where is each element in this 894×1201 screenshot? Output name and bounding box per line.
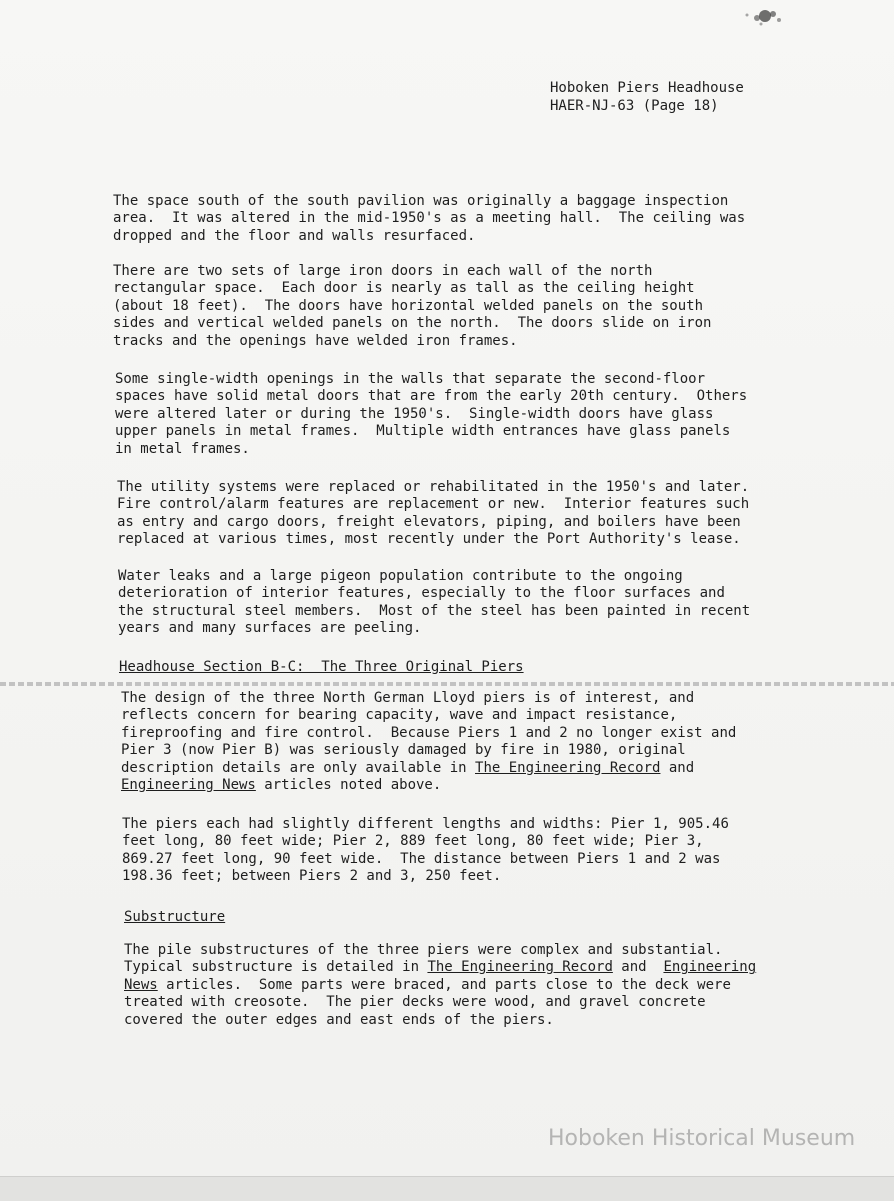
paragraph-water-leaks [118,568,798,638]
text-line: Pier 3 (now Pier B) was seriously damaged by fire in 1980, original [121,742,686,759]
paper-fold-line [0,682,894,686]
text-line: were altered later or during the 1950's. Single-width doors have glass [115,405,714,422]
text-line: replaced at various times, most recently under the Port Authority's lease. [117,531,741,548]
scan-bottom-edge [0,1176,894,1201]
text-line: reflects concern for bearing capacity, wave and impact resistance, [121,707,678,724]
text-line: deterioration of interior features, especially to the floor surfaces and [118,585,725,602]
text-line: feet long, 80 feet wide; Pier 2, 889 feet long, 80 feet wide; Pier 3, [122,833,704,850]
text-line: the structural steel members. Most of the steel has been painted in recent [118,602,751,619]
text-line: as entry and cargo doors, freight elevators, piping, and boilers have been [117,513,741,530]
text-line: The design of the three North German Lloyd piers is of interest, and [121,690,695,706]
header-title: Hoboken Piers Headhouse [550,80,744,96]
text-line [124,977,804,994]
text-line: There are two sets of large iron doors in each wall of the north [113,263,653,279]
text-line [124,959,804,976]
text-line: The space south of the south pavilion was originally a baggage inspection [113,193,729,209]
text-line: The utility systems were replaced or rehabilitated in the 1950's and later. [117,479,750,495]
paragraph-iron-doors [113,263,793,350]
text-line: fireproofing and fire control. Because Piers 1 and 2 no longer exist and [121,724,737,741]
text-line: dropped and the floor and walls resurfaced. [113,227,476,244]
ink-speck-mark [735,6,785,28]
text-line: Fire control/alarm features are replacement or new. Interior features such [117,496,750,513]
text-line: The piers each had slightly different lengths and widths: Pier 1, 905.46 [122,816,729,832]
citation-engineering-record: The Engineering Record [475,759,661,776]
text-line: covered the outer edges and east ends of the piers. [124,1011,554,1028]
header-page-ref: HAER-NJ-63 (Page 18) [550,98,719,114]
text-line [121,777,801,794]
text-fragment: description details are only available in [121,759,476,776]
citation-engineering-news: Engineering News [121,777,256,794]
text-line [121,760,801,777]
paragraph-utility-systems [117,479,797,549]
paragraph-pier-design [121,690,801,794]
text-fragment: and [612,959,664,976]
text-line: tracks and the openings have welded iron frames. [113,332,518,349]
paragraph-second-floor-doors [115,371,795,458]
citation-engineering-news-cont: News [124,976,158,993]
text-line: upper panels in metal frames. Multiple width entrances have glass panels [115,423,731,440]
text-fragment: articles noted above. [255,777,442,794]
museum-watermark: Hoboken Historical Museum [548,1126,856,1151]
text-line: 869.27 feet long, 90 feet wide. The distance between Piers 1 and 2 was [122,850,721,867]
text-line: in metal frames. [115,440,250,457]
paragraph-baggage-area [113,193,793,245]
document-header [550,79,744,115]
citation-engineering-news: Engineering [663,959,757,976]
citation-engineering-record: The Engineering Record [427,959,613,976]
text-line: years and many surfaces are peeling. [118,620,422,637]
text-line: rectangular space. Each door is nearly as tall as the ceiling height [113,280,695,297]
section-heading: Headhouse Section B-C: The Three Original Piers [119,659,524,675]
text-line: treated with creosote. The pier decks were wood, and gravel concrete [124,994,706,1011]
text-fragment: Typical substructure is detailed in [124,959,428,976]
text-fragment: and [660,759,695,776]
text-line: (about 18 feet). The doors have horizontal welded panels on the south [113,297,704,314]
text-line: 198.36 feet; between Piers 2 and 3, 250 feet. [122,868,502,885]
text-line: The pile substructures of the three piers were complex and substantial. [124,942,723,958]
text-line: area. It was altered in the mid-1950's as a meeting hall. The ceiling was [113,210,746,227]
text-line: sides and vertical welded panels on the north. The doors slide on iron [113,315,712,332]
paragraph-substructure [124,942,804,1029]
text-line: spaces have solid metal doors that are from the early 20th century. Others [115,388,748,405]
text-fragment: articles. Some parts were braced, and parts close to the deck were [157,976,731,993]
text-line: Some single-width openings in the walls that separate the second-floor [115,371,706,387]
text-line: Water leaks and a large pigeon population contribute to the ongoing [118,568,683,584]
subheading-substructure: Substructure [124,909,226,925]
paragraph-pier-dimensions [122,816,802,886]
